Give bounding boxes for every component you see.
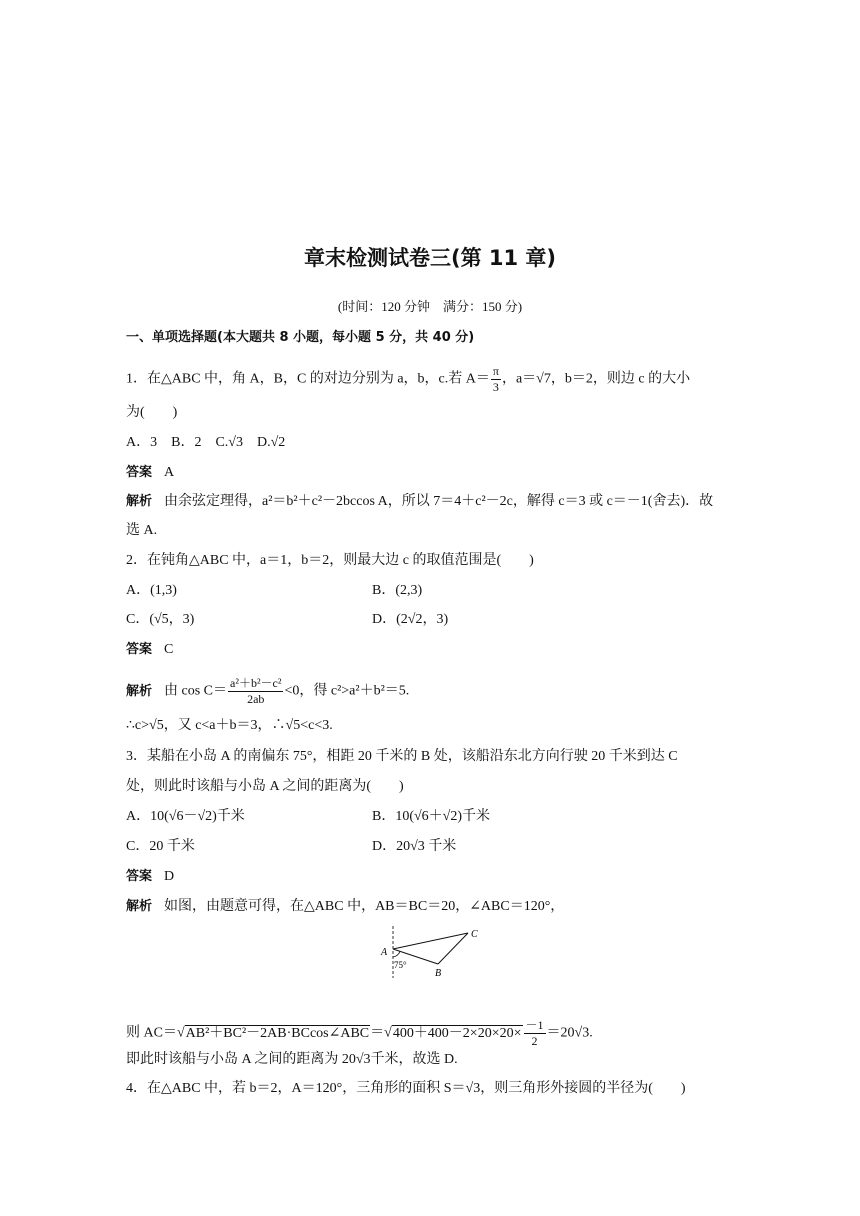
- exam-title: 章末检测试卷三(第 11 章): [303, 246, 557, 270]
- side-bc: [438, 933, 468, 964]
- q2-stem: 2．在钝角△ABC 中，a＝1，b＝2，则最大边 c 的取值范围是( ): [126, 553, 534, 568]
- q2-option-d: D．(2√2，3): [372, 612, 449, 627]
- q2-option-b: B．(2,3): [372, 583, 423, 598]
- q3-stem-line1: 3．某船在小岛 A 的南偏东 75°，相距 20 千米的 B 处，该船沿东北方向行驶 20 千米到达 C: [126, 749, 678, 764]
- q3-option-b: B．10(√6＋√2)千米: [372, 809, 491, 824]
- answer-label: 答案: [126, 465, 153, 480]
- q3-analysis: 解析 如图，由题意可得，在△ABC 中，AB＝BC＝20，∠ABC＝120°，: [126, 899, 565, 914]
- side-ac: [393, 933, 468, 949]
- q2-answer: 答案 C: [126, 642, 174, 657]
- q3-analysis-conclusion: 即此时该船与小岛 A 之间的距离为 20√3千米，故选 D.: [126, 1052, 458, 1067]
- q1-analysis: 解析 由余弦定理得，a²＝b²＋c²－2bccos A，所以 7＝4＋c²－2c，解得 c＝3 或 c＝－1(舍去)．故: [126, 494, 714, 509]
- q3-option-d: D．20√3 千米: [372, 839, 457, 854]
- answer-label: 答案: [126, 869, 153, 884]
- analysis-label: 解析: [126, 494, 153, 509]
- angle-arc: [393, 951, 400, 957]
- q1-options: A．3 B．2 C.√3 D.√2: [126, 435, 286, 450]
- exam-subtitle: (时间：120 分钟 满分：150 分): [337, 299, 523, 314]
- label-b: B: [435, 968, 442, 979]
- q1-analysis-cont: 选 A.: [126, 523, 158, 538]
- label-a: A: [381, 947, 388, 958]
- q3-analysis-formula: 则 AC＝√AB²＋BC²－2AB·BCcos∠ABC＝√400＋400－2×20×20× $\frac{-1}{2}$ ＝20√3.: [126, 1018, 593, 1048]
- q1-stem-line1: 1．在△ABC 中，角 A，B，C 的对边分别为 a，b，c.若 A＝ $\frac{\pi}{3}$ ，a＝√7，b＝2，则边 c 的大小: [126, 364, 691, 394]
- triangle-figure: [376, 924, 486, 980]
- q3-stem-line2: 处，则此时该船与小岛 A 之间的距离为( ): [126, 779, 404, 794]
- q1-answer: 答案 A: [126, 465, 175, 480]
- q3-answer: 答案 D: [126, 869, 175, 884]
- angle-label: 75°: [394, 960, 407, 970]
- q3-option-a: A．10(√6－√2)千米: [126, 809, 245, 824]
- label-c: C: [471, 929, 478, 940]
- q2-option-c: C．(√5，3): [126, 612, 195, 627]
- q3-fraction: $\frac{-1}{2}$: [525, 1018, 544, 1048]
- analysis-label: 解析: [126, 899, 153, 914]
- q2-analysis: 解析 由 cos C＝ $\frac{\text{a²＋b²－c²}}{2ab}$ <0，得 c²>a²＋b²＝5.: [126, 676, 410, 706]
- q2-option-a: A．(1,3): [126, 583, 177, 598]
- q4-stem: 4．在△ABC 中，若 b＝2，A＝120°，三角形的面积 S＝√3，则三角形外接圆的半径为( ): [126, 1081, 686, 1096]
- q1-stem-line2: 为( ): [126, 405, 178, 420]
- q3-option-c: C．20 千米: [126, 839, 195, 854]
- section-heading: 一、单项选择题(本大题共 8 小题，每小题 5 分，共 40 分): [126, 330, 475, 345]
- q1-fraction: $\frac{\pi}{3}$: [492, 364, 499, 394]
- answer-label: 答案: [126, 642, 153, 657]
- q2-fraction: $\frac{\text{a²＋b²－c²}}{2ab}$: [230, 676, 282, 706]
- analysis-label: 解析: [126, 683, 153, 699]
- q2-analysis-cont: ∴c>√5，又 c<a＋b＝3，∴√5<c<3.: [126, 718, 333, 733]
